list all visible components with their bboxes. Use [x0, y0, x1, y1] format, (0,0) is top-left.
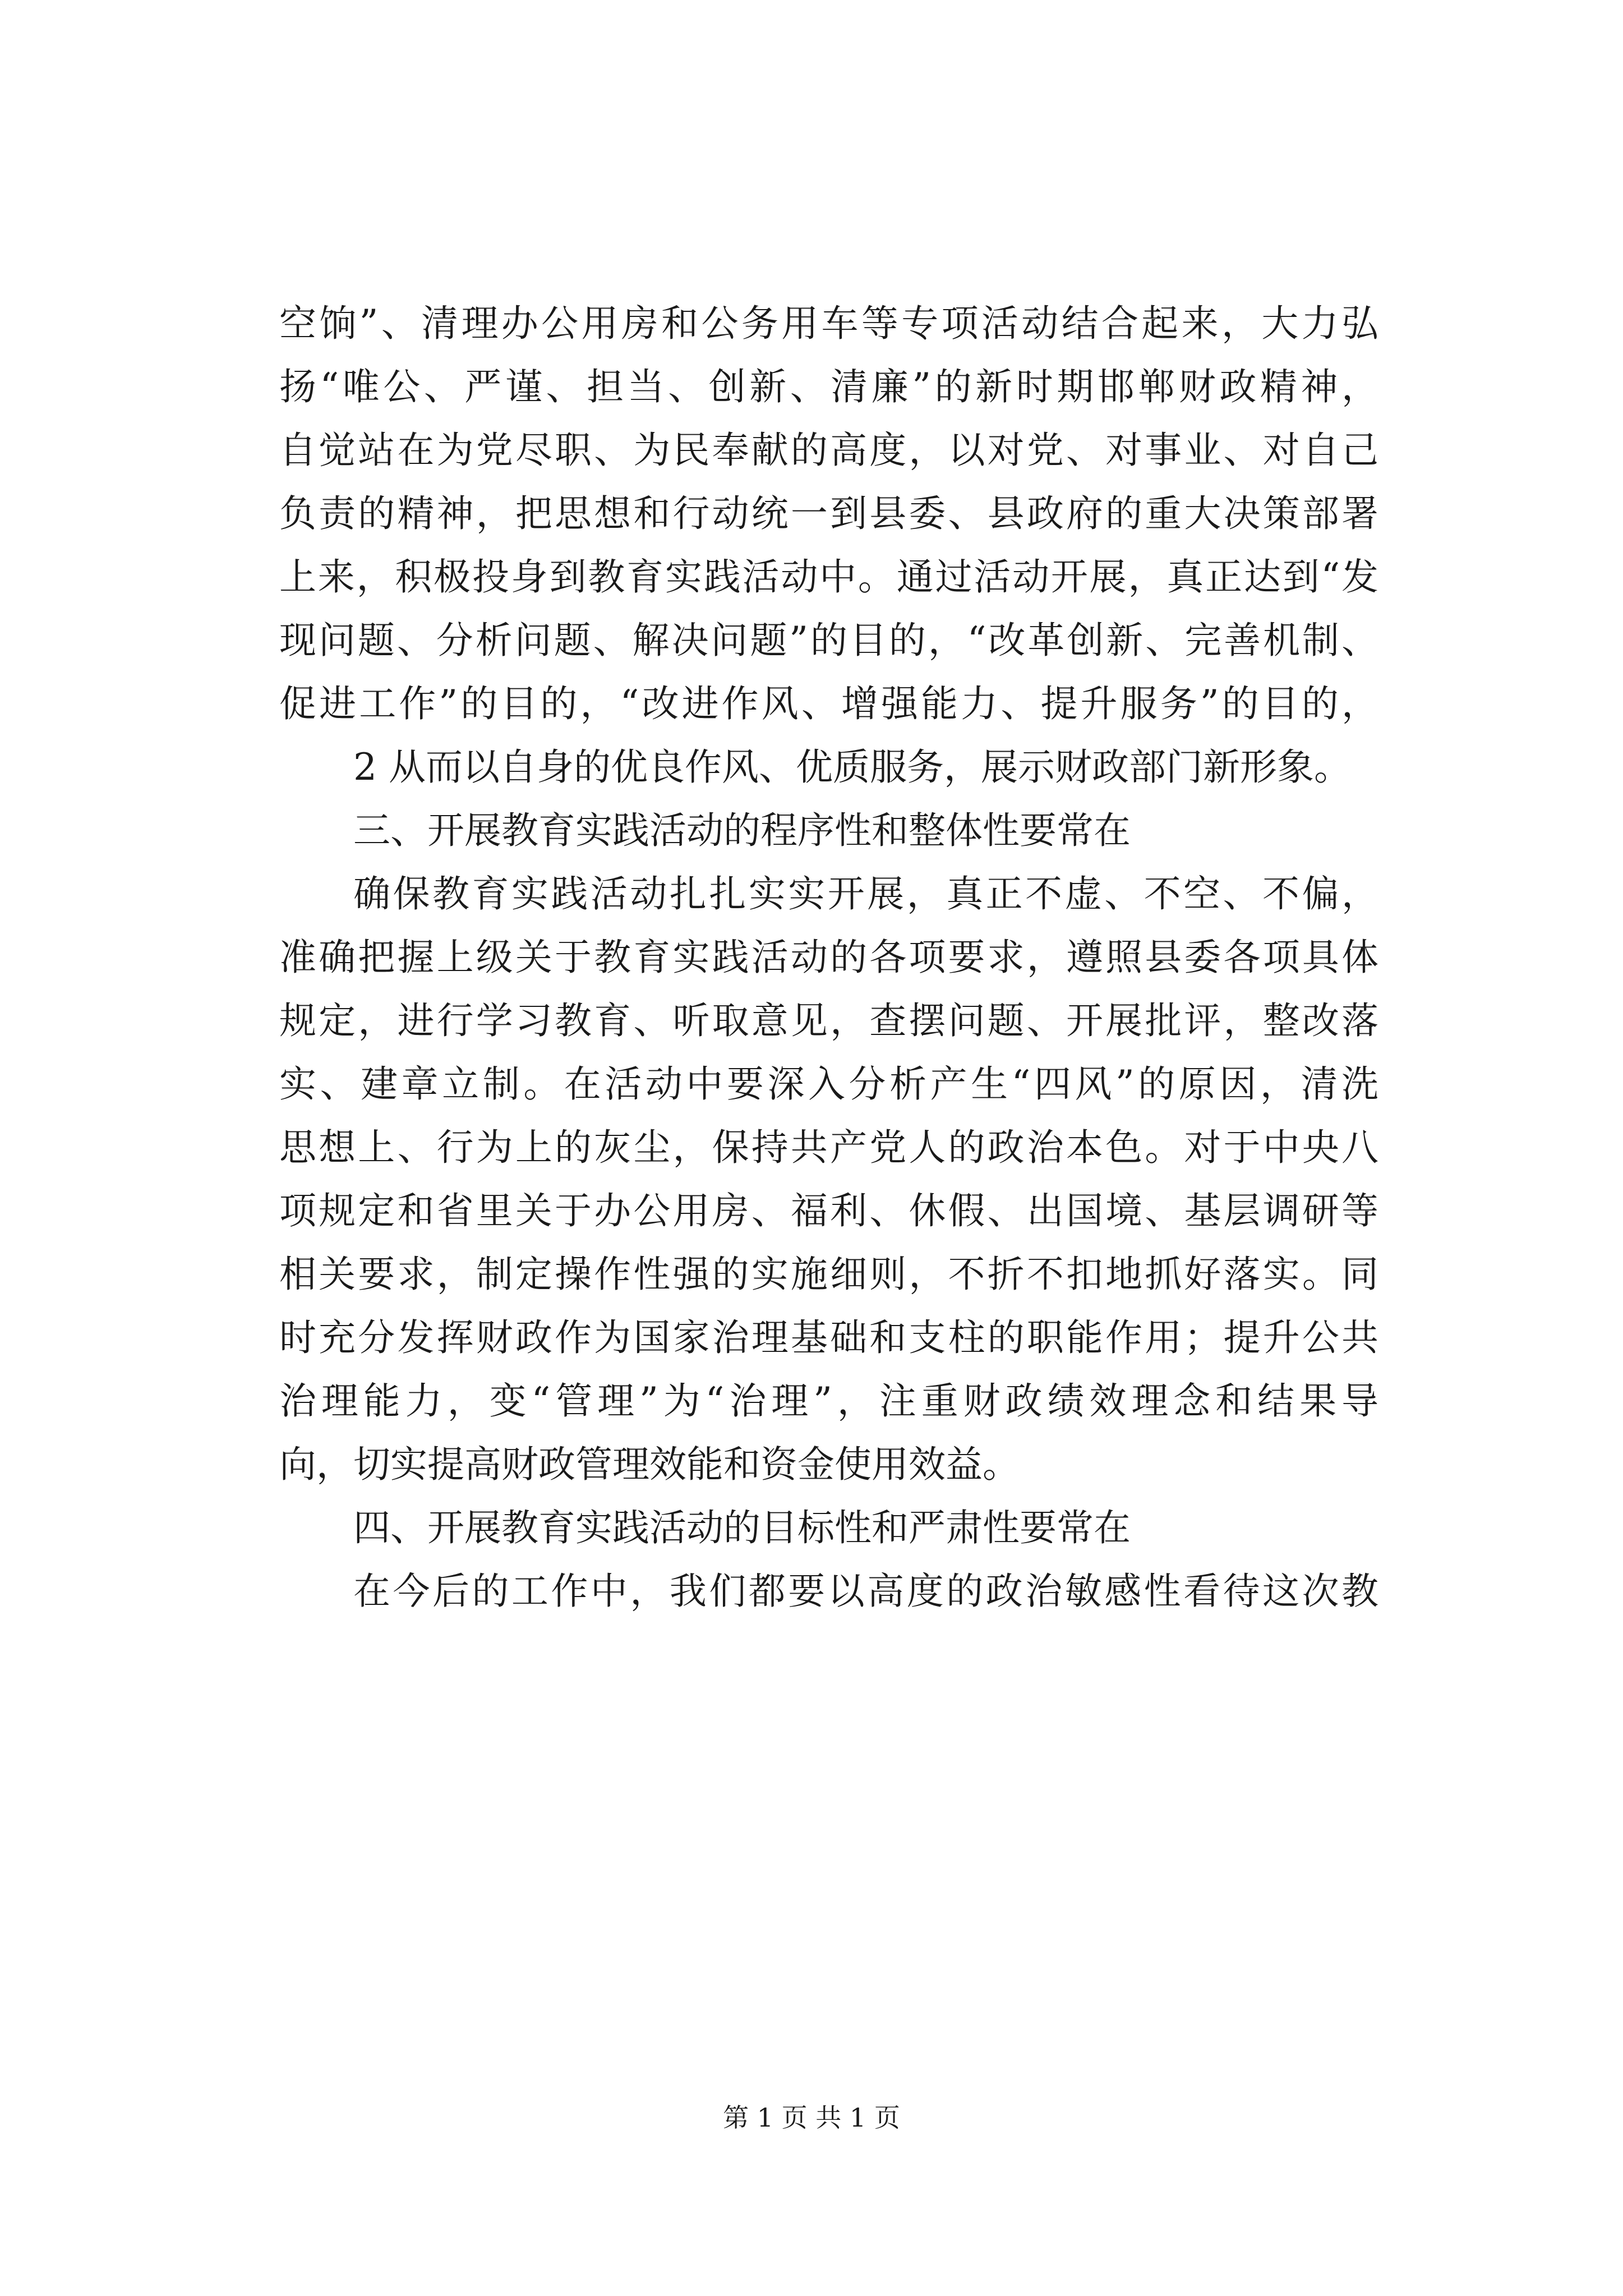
section-heading: 四、开展教育实践活动的目标性和严肃性要常在	[353, 1506, 1131, 1549]
text-line: 确保教育实践活动扎扎实实开展，真正不虚、不空、不偏，	[353, 872, 1378, 915]
text-line: 自觉站在为党尽职、为民奉献的高度，以对党、对事业、对自己	[279, 429, 1378, 472]
section-heading: 三、开展教育实践活动的程序性和整体性要常在	[353, 809, 1131, 852]
body-text	[279, 292, 1378, 1623]
text-line: 在今后的工作中，我们都要以高度的政治敏感性看待这次教	[353, 1570, 1378, 1613]
text-line: 现问题、分析问题、解决问题”的目的，“改革创新、完善机制、	[279, 619, 1378, 662]
text-line: 思想上、行为上的灰尘，保持共产党人的政治本色。对于中央八	[279, 1126, 1378, 1169]
text-line: 负责的精神，把思想和行动统一到县委、县政府的重大决策部署	[279, 492, 1378, 535]
page-footer: 第 1 页 共 1 页	[723, 2102, 900, 2133]
text-line: 向，切实提高财政管理效能和资金使用效益。	[279, 1443, 1020, 1486]
text-line: 促进工作”的目的，“改进作风、增强能力、提升服务”的目的，	[279, 682, 1378, 725]
text-line: 相关要求，制定操作性强的实施细则，不折不扣地抓好落实。同	[279, 1253, 1378, 1296]
text-line: 上来，积极投身到教育实践活动中。通过活动开展，真正达到“发	[279, 555, 1378, 599]
text-line: 扬“唯公、严谨、担当、创新、清廉”的新时期邯郸财政精神，	[279, 365, 1378, 408]
text-line: 治理能力，变“管理”为“治理”，注重财政绩效理念和结果导	[279, 1379, 1378, 1423]
text-line: 实、建章立制。在活动中要深入分析产生“四风”的原因，清洗	[279, 1062, 1378, 1106]
text-line: 2 从而以自身的优良作风、优质服务，展示财政部门新形象。	[353, 746, 1351, 789]
text-line: 规定，进行学习教育、听取意见，查摆问题、开展批评，整改落	[279, 999, 1378, 1042]
text-line: 准确把握上级关于教育实践活动的各项要求，遵照县委各项具体	[279, 936, 1378, 979]
text-line: 空饷”、清理办公用房和公务用车等专项活动结合起来，大力弘	[279, 302, 1378, 345]
text-line: 项规定和省里关于办公用房、福利、休假、出国境、基层调研等	[279, 1189, 1378, 1232]
text-line: 时充分发挥财政作为国家治理基础和支柱的职能作用；提升公共	[279, 1316, 1378, 1359]
